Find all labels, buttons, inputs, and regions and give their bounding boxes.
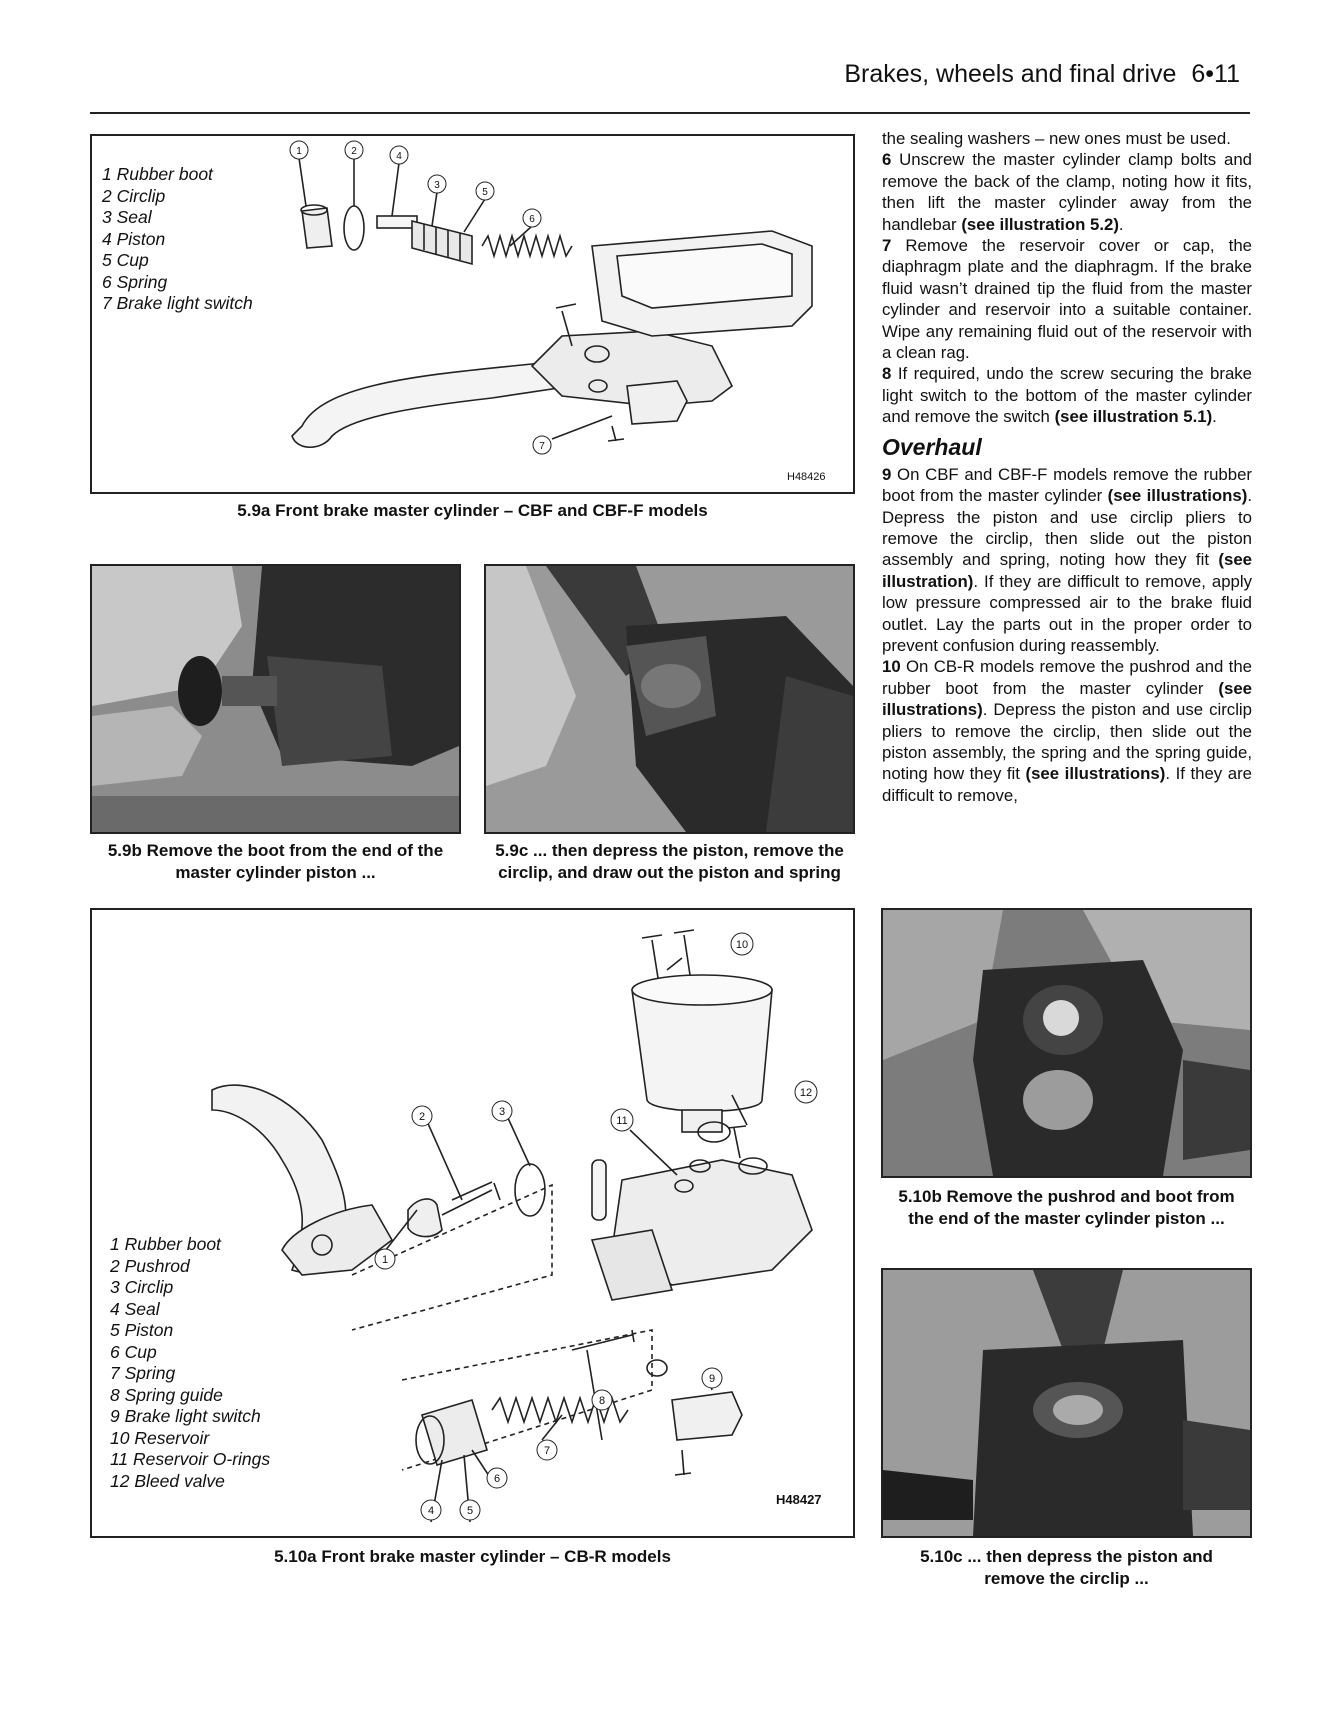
caption-5-10a: 5.10a Front brake master cylinder – CB-R models <box>274 1547 671 1566</box>
caption-5-9a: 5.9a Front brake master cylinder – CBF and CBF-F models <box>237 501 708 520</box>
callout-6: 6 <box>493 1473 501 1485</box>
paragraph-number: 6 <box>882 150 892 170</box>
legend-item: 8 Spring guide <box>110 1384 223 1405</box>
legend-item: 4 Seal <box>110 1298 160 1319</box>
cross-reference: (see illustration 5.2) <box>961 214 1119 234</box>
legend-item: 2 Circlip <box>102 185 166 206</box>
paragraph-text: On CB-R models remove the pushrod and the rubber boot from the master cylinder <box>882 657 1252 698</box>
callout-9: 9 <box>708 1373 716 1385</box>
paragraph-text: On CBF and CBF-F models remove the rubber boot from the master cylinder <box>882 464 1252 506</box>
paragraph-9 <box>882 464 1252 657</box>
legend-item: 11 Reservoir O-rings <box>110 1449 271 1469</box>
callout-10: 10 <box>735 939 749 951</box>
paragraph-text: Remove the reservoir cover or cap, the diaphragm plate and the diaphragm. If the brake fluid wasn’t drained tip the fluid from the master cylinder and reservoir into a suitable container. Wipe any remaining fluid out of the reservoir with a clean rag. <box>882 236 1252 363</box>
caption-line: 5.9b Remove the boot from the end of the <box>107 841 444 860</box>
photo-boot-removal <box>92 566 459 832</box>
legend-item: 12 Bleed valve <box>110 1470 225 1491</box>
callout-8: 8 <box>598 1395 606 1407</box>
legend-item: 9 Brake light switch <box>110 1406 261 1426</box>
paragraph-number: 9 <box>882 464 892 484</box>
cross-reference: (see illustrations) <box>1025 764 1166 784</box>
callout-4: 4 <box>427 1505 435 1517</box>
photo-circlip-removal <box>486 566 853 832</box>
callout-3: 3 <box>498 1106 506 1118</box>
paragraph-text: If required, undo the screw securing the brake light switch to the bottom of the master cylinder and remove the switch <box>882 364 1252 427</box>
caption-5-9c <box>484 840 855 884</box>
legend-item: 5 Cup <box>102 250 149 270</box>
caption-line: the end of the master cylinder piston ... <box>908 1209 1225 1228</box>
paragraph-6 <box>882 149 1252 235</box>
paragraph-10 <box>882 656 1252 806</box>
paragraph-text: Unscrew the master cylinder clamp bolts and remove the back of the clamp, noting how it fits, then lift the master cylinder away from the handlebar <box>882 150 1252 234</box>
legend-item: 5 Piston <box>110 1320 174 1340</box>
cross-reference: (see illustration 5.1) <box>1054 407 1213 427</box>
legend-item: 6 Cup <box>110 1341 157 1362</box>
legend-item: 3 Seal <box>102 207 152 227</box>
legend-item: 3 Circlip <box>110 1277 174 1297</box>
callout-12: 12 <box>799 1087 813 1099</box>
cross-reference: (see illustration) <box>882 550 1252 591</box>
caption-5-10b <box>881 1186 1252 1230</box>
caption-line: 5.10c ... then depress the piston and <box>920 1547 1213 1566</box>
paragraph-number: 7 <box>882 236 892 256</box>
paragraph-text: . <box>1212 407 1217 427</box>
callout-7: 7 <box>543 1445 551 1457</box>
chapter-title: Brakes, wheels and final drive <box>844 60 1177 88</box>
paragraph-text: . <box>1118 214 1124 234</box>
photo-5-10c <box>881 1268 1252 1538</box>
callout-5: 5 <box>482 187 488 198</box>
callout-11: 11 <box>616 1115 628 1127</box>
photo-pushrod-removal <box>883 910 1250 1176</box>
figure-code: H48426 <box>787 471 826 483</box>
caption-5-9b <box>90 840 461 884</box>
callout-2: 2 <box>418 1111 426 1123</box>
page-header <box>844 60 1240 89</box>
paragraph-number: 10 <box>882 657 901 677</box>
photo-5-9b <box>90 564 461 834</box>
paragraph-number: 8 <box>882 364 892 384</box>
legend-item: 6 Spring <box>102 271 168 292</box>
page-number: 6•11 <box>1191 60 1240 88</box>
paragraph-text: . Depress the piston and use circlip pliers to remove the circlip, then slide out the piston assembly and spring, noting how they fit <box>882 486 1252 570</box>
paragraph-text: . If they are difficult to remove, <box>882 764 1252 805</box>
callout-3: 3 <box>434 180 440 191</box>
legend-item: 4 Piston <box>102 228 166 249</box>
photo-5-10b <box>881 908 1252 1178</box>
figure-5-9a <box>90 134 855 494</box>
caption-5-10c <box>881 1546 1252 1590</box>
header-divider <box>90 112 1250 114</box>
caption-line: 5.10b Remove the pushrod and boot from <box>898 1187 1235 1206</box>
legend-item: 7 Brake light switch <box>102 293 253 313</box>
legend-item: 1 Rubber boot <box>102 164 213 184</box>
caption-line: remove the circlip ... <box>984 1569 1149 1588</box>
legend-item: 2 Pushrod <box>110 1255 190 1276</box>
callout-7: 7 <box>539 441 545 452</box>
callout-2: 2 <box>351 146 357 157</box>
figure-code: H48427 <box>776 1492 822 1507</box>
body-text-column <box>882 128 1252 806</box>
cross-reference: (see illustrations) <box>882 678 1252 720</box>
paragraph-8 <box>882 363 1252 427</box>
caption-line: 5.9c ... then depress the piston, remove the <box>495 841 844 860</box>
callout-6: 6 <box>529 214 535 225</box>
callout-1: 1 <box>296 146 302 157</box>
callout-5: 5 <box>466 1505 474 1517</box>
caption-line: circlip, and draw out the piston and spring <box>498 863 841 882</box>
master-cylinder-diagram <box>92 136 853 492</box>
legend-item: 1 Rubber boot <box>110 1234 221 1254</box>
cross-reference: (see illustrations) <box>1107 486 1248 506</box>
callout-4: 4 <box>396 151 402 162</box>
cbr-master-cylinder-diagram <box>92 910 853 1536</box>
paragraph-7 <box>882 235 1252 363</box>
legend-item: 10 Reservoir <box>110 1427 210 1448</box>
paragraph-text: . If they are difficult to remove, apply low pressure compressed air to the brake fluid outlet. Lay the parts out in the proper order to prevent confusion during reassembly. <box>882 571 1252 655</box>
photo-5-9c <box>484 564 855 834</box>
photo-circlip-removal-cbr <box>883 1270 1250 1536</box>
paragraph-text: . Depress the piston and use circlip pliers to remove the circlip, then slide out the piston assembly, the spring and the spring guide, noting how they fit <box>882 700 1252 784</box>
figure-5-10a <box>90 908 855 1538</box>
caption-line: master cylinder piston ... <box>175 863 376 882</box>
callout-1: 1 <box>381 1254 389 1266</box>
section-heading: Overhaul <box>882 433 982 460</box>
paragraph: the sealing washers – new ones must be used. <box>882 129 1231 148</box>
legend-item: 7 Spring <box>110 1363 176 1383</box>
